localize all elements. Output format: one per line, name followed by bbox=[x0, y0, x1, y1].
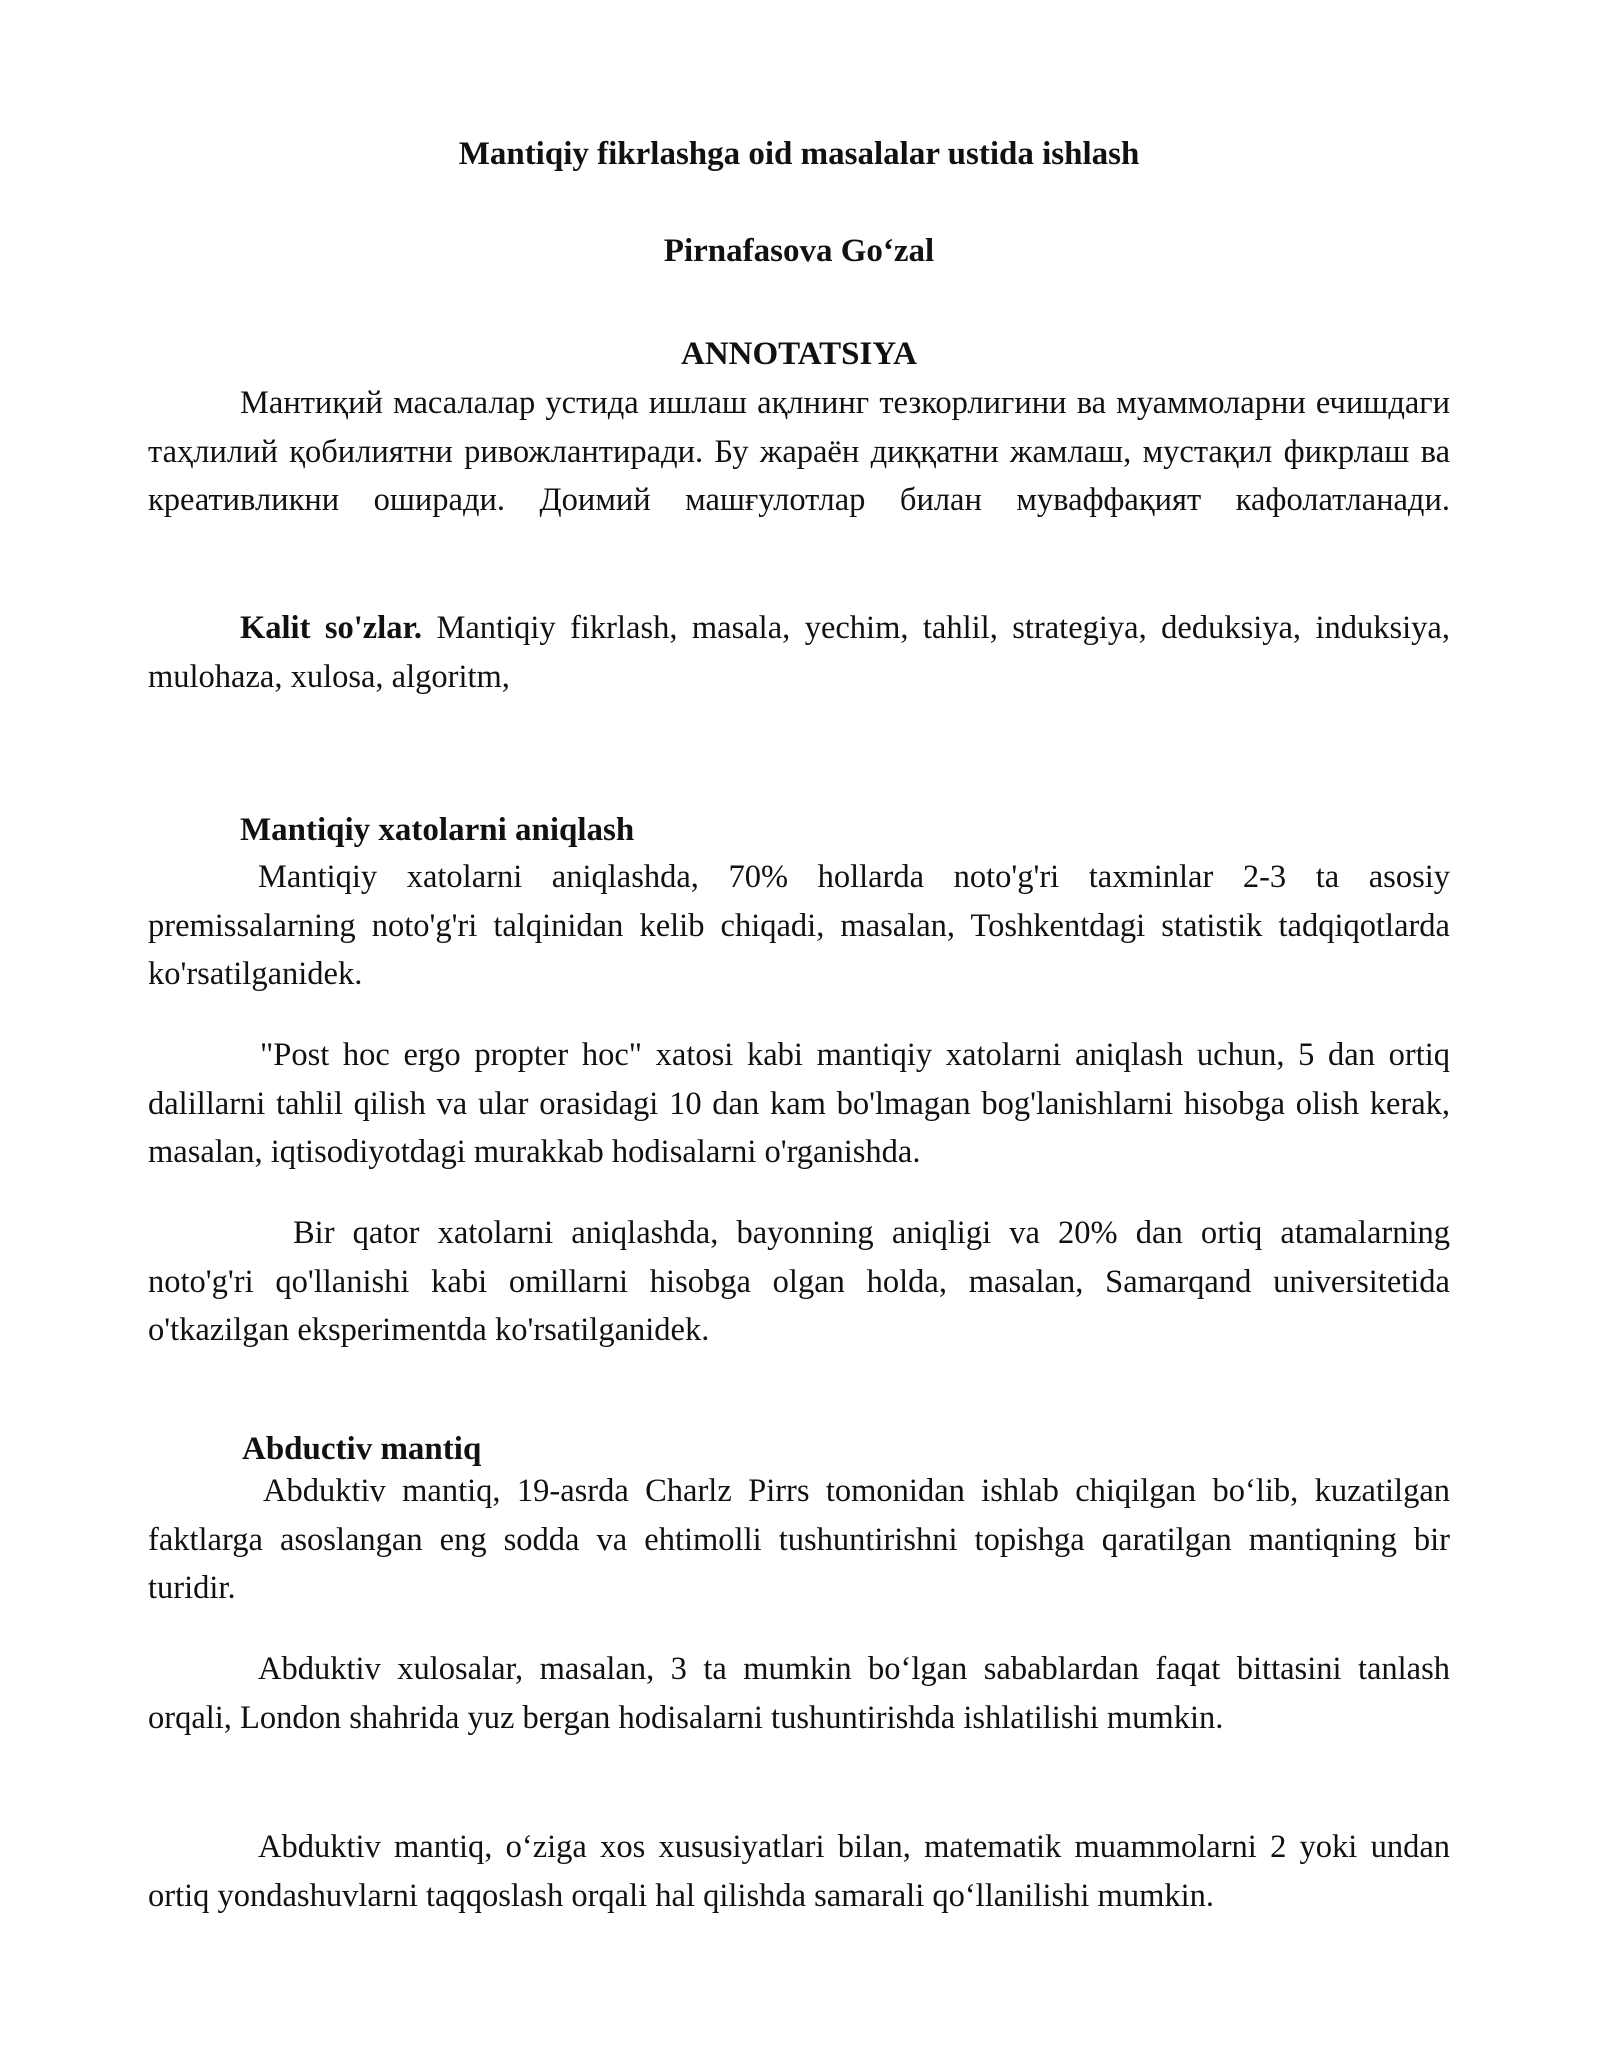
section2-paragraph-1: Abduktiv mantiq, 19-asrda Charlz Pirrs tomonidan ishlab chiqilgan bo‘lib, kuzatilgan faktlarga asoslangan eng sodda va ehtimolli tushuntirishni topishga qaratilgan mantiqning bir turidir. bbox=[148, 1473, 1450, 1606]
keywords-paragraph bbox=[148, 604, 1450, 701]
section-heading-abductive-logic: Abductiv mantiq bbox=[242, 1431, 482, 1467]
annotation-text: Мантиқий масалалар устида ишлаш ақлнинг тезкорлигини ва муаммоларни ечишдаги таҳлилий қобилиятни ривожлантиради. Бу жараён диққатни жамлаш, мустақил фикрлаш ва креативликни оширади. Доимий машғулотлар билан муваффақият кафолатланади. bbox=[148, 385, 1450, 518]
annotation-heading: ANNOTATSIYA bbox=[681, 336, 917, 372]
section1-paragraph-2: "Post hoc ergo propter hoc" xatosi kabi mantiqiy xatolarni aniqlash uchun, 5 dan ortiq dalillarni tahlil qilish va ular orasidagi 10 dan kam bo'lmagan bog'lanishlarni hisobga olish kerak, masalan, iqtisodiyotdagi murakkab hodisalarni o'rganishda. bbox=[148, 1037, 1450, 1170]
keywords-list: Mantiqiy fikrlash, masala, yechim, tahlil, strategiya, deduksiya, induksiya, mulohaza, xulosa, algoritm, bbox=[148, 610, 1450, 695]
section1-paragraph-1: Mantiqiy xatolarni aniqlashda, 70% hollarda noto'g'ri taxminlar 2-3 ta asosiy premissalarning noto'g'ri talqinidan kelib chiqadi, masalan, Toshkentdagi statistik tadqiqotlarda ko'rsatilganidek. bbox=[148, 859, 1450, 992]
section2-paragraph-2: Abduktiv xulosalar, masalan, 3 ta mumkin bo‘lgan sabablardan faqat bittasini tanlash orqali, London shahrida yuz bergan hodisalarni tushuntirishda ishlatilishi mumkin. bbox=[148, 1651, 1450, 1736]
section2-paragraph-3: Abduktiv mantiq, o‘ziga xos xususiyatlari bilan, matematik muammolarni 2 yoki undan ortiq yondashuvlarni taqqoslash orqali hal qilishda samarali qo‘llanilishi mumkin. bbox=[148, 1829, 1450, 1914]
section-heading-logical-errors: Mantiqiy xatolarni aniqlash bbox=[240, 812, 635, 848]
author-name: Pirnafasova Go‘zal bbox=[663, 233, 935, 269]
section1-paragraph-3: Bir qator xatolarni aniqlashda, bayonning aniqligi va 20% dan ortiq atamalarning noto'g'ri qo'llanishi kabi omillarni hisobga olgan holda, masalan, Samarqand universitetida o'tkazilgan eksperimentda ko'rsatilganidek. bbox=[148, 1215, 1450, 1348]
keywords-label: Kalit so'zlar. bbox=[240, 610, 423, 646]
document-title: Mantiqiy fikrlashga oid masalalar ustida ishlash bbox=[458, 136, 1140, 172]
